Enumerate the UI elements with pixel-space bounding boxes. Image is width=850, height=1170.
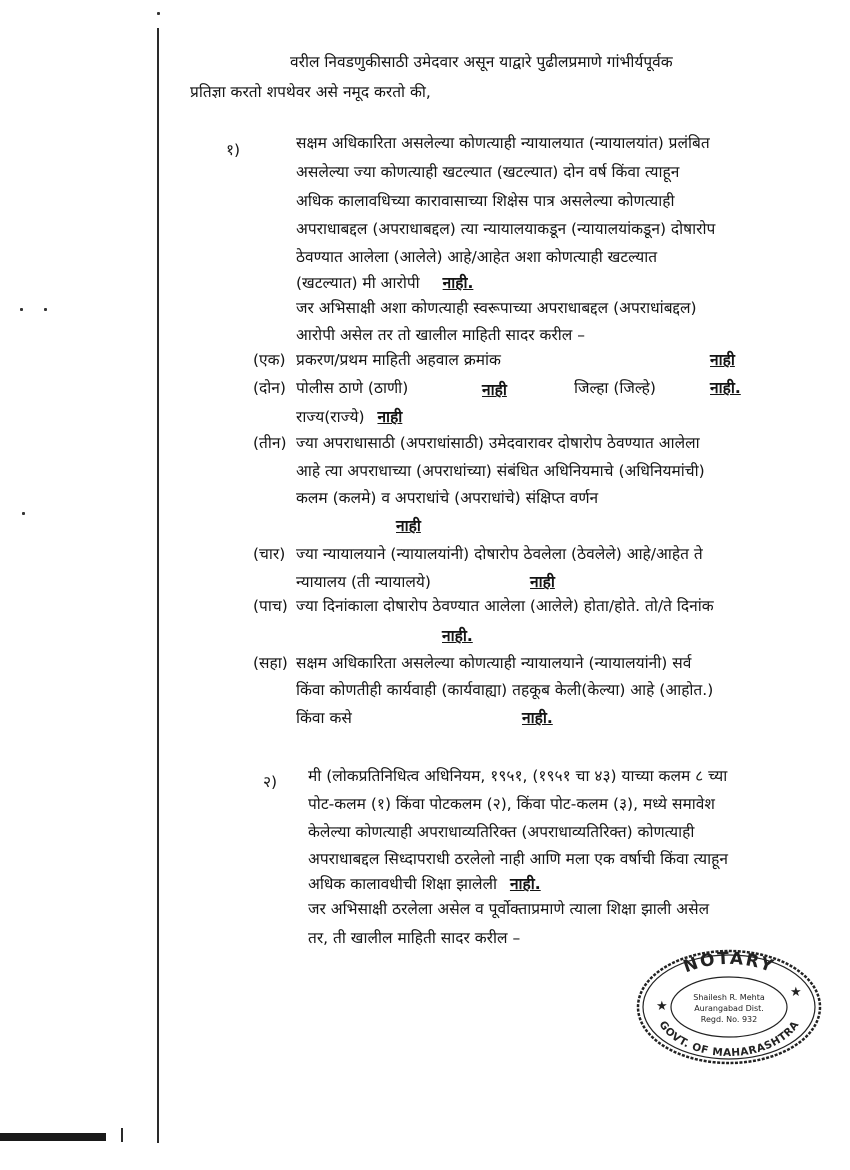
item-saha-line-3: किंवा कसे — [296, 709, 352, 727]
section-1-number: १) — [226, 141, 241, 159]
item-ek-text: प्रकरण/प्रथम माहिती अहवाल क्रमांक — [296, 351, 501, 369]
section-2-followup-2: तर, ती खालील माहिती सादर करील – — [308, 929, 521, 947]
stamp-star-icon: ★ — [790, 985, 802, 1000]
intro-line-2: प्रतिज्ञा करतो शपथेवर असे नमूद करतो की, — [190, 83, 431, 101]
item-char-line-1: ज्या न्यायालयाने (न्यायालयांनी) दोषारोप ठेवलेला (ठेवलेले) आहे/आहेत ते — [296, 545, 703, 563]
item-saha-line-1: सक्षम अधिकारिता असलेल्या कोणत्याही न्यायालयाने (न्यायालयांनी) सर्व — [296, 654, 692, 672]
item-teen-answer: नाही — [396, 517, 421, 535]
section-2-line: अपराधाबद्दल सिध्दापराधी ठरलेलो नाही आणि मला एक वर्षाची किंवा त्याहून — [308, 850, 728, 868]
section-1-last-line — [296, 273, 473, 293]
item-don-text: पोलीस ठाणे (ठाणी) — [296, 379, 409, 397]
scan-speck — [157, 12, 160, 15]
stamp-name: Shailesh R. Mehta — [693, 993, 765, 1002]
item-ek-answer: नाही — [710, 351, 735, 369]
section-1-answer: नाही. — [442, 274, 474, 292]
section-2-last-line — [308, 874, 541, 894]
stamp-place: Aurangabad Dist. — [694, 1004, 764, 1013]
section-2-line: केलेल्या कोणत्याही अपराधाव्यतिरिक्त (अपराधाव्यतिरिक्त) कोणत्याही — [308, 823, 695, 841]
section-1-line: ठेवण्यात आलेला (आलेले) आहे/आहेत अशा कोणत्याही खटल्यात — [296, 248, 658, 266]
section-2-answer: नाही. — [509, 875, 541, 893]
item-saha-answer: नाही. — [522, 709, 553, 727]
notary-stamp-seal — [634, 948, 824, 1066]
stamp-regd: Regd. No. 932 — [700, 1015, 758, 1024]
stamp-star-icon: ★ — [656, 999, 668, 1014]
item-don-answer-3: नाही — [377, 408, 403, 426]
item-pach-answer: नाही. — [442, 627, 473, 645]
item-don-state-line — [296, 407, 402, 427]
item-teen-line: ज्या अपराधासाठी (अपराधांसाठी) उमेदवारावर दोषारोप ठेवण्यात आलेला — [296, 434, 700, 452]
section-1-followup-2: आरोपी असेल तर तो खालील माहिती सादर करील – — [296, 326, 585, 344]
section-2-line: पोट-कलम (१) किंवा पोटकलम (२), किंवा पोट-कलम (३), मध्ये समावेश — [308, 795, 715, 813]
binding-line — [157, 28, 159, 1143]
section-1-line: अपराधाबद्दल (अपराधाबद्दल) त्या न्यायालयाकडून (न्यायालयांकडून) दोषारोप — [296, 220, 716, 238]
scan-speck — [44, 308, 47, 311]
item-teen-line: आहे त्या अपराधाच्या (अपराधांच्या) संबंधित अधिनियमाचे (अधिनियमांची) — [296, 462, 705, 480]
item-char-line-2: न्यायालय (ती न्यायालये) — [296, 573, 431, 591]
section-1-line: असलेल्या ज्या कोणत्याही खटल्यात (खटल्यात) दोन वर्ष किंवा त्याहून — [296, 163, 680, 181]
item-ek-label: (एक) — [253, 351, 286, 369]
item-pach-label: (पाच) — [253, 597, 288, 615]
section-2-number: २) — [263, 773, 278, 791]
svg-text:NOTARY — [681, 949, 778, 978]
item-teen-line: कलम (कलमे) व अपराधांचे (अपराधांचे) संक्षिप्त वर्णन — [296, 489, 599, 507]
stamp-bottom-text: GOVT. OF MAHARASHTRA — [656, 1018, 802, 1060]
stamp-top-text: NOTARY — [680, 948, 778, 978]
item-saha-line-2: किंवा कोणतीही कार्यवाही (कार्यवाह्या) तहकूब केली(केल्या) आहे (आहोत.) — [296, 681, 714, 699]
item-don-district: जिल्हा (जिल्हे) — [574, 379, 656, 397]
item-don-answer-1: नाही — [482, 381, 507, 399]
item-saha-label: (सहा) — [253, 654, 288, 672]
intro-line-1: वरील निवडणुकीसाठी उमेदवार असून याद्वारे पुढीलप्रमाणे गांभीर्यपूर्वक — [290, 53, 673, 71]
item-pach-line-1: ज्या दिनांकाला दोषारोप ठेवण्यात आलेला (आलेले) होता/होते. तो/ते दिनांक — [296, 597, 714, 615]
item-don-answer-2: नाही. — [710, 379, 741, 397]
section-1-followup-1: जर अभिसाक्षी अशा कोणत्याही स्वरूपाच्या अपराधाबद्दल (अपराधांबद्दल) — [296, 299, 697, 317]
notary-stamp — [634, 948, 824, 1066]
section-1-line: अधिक कालावधिच्या कारावासाच्या शिक्षेस पात्र असलेल्या कोणत्याही — [296, 192, 675, 210]
scan-speck — [22, 512, 25, 515]
section-1-last-text: (खटल्यात) मी आरोपी — [296, 274, 420, 292]
item-char-answer: नाही — [530, 573, 555, 591]
section-2-line: मी (लोकप्रतिनिधित्व अधिनियम, १९५१, (१९५१ चा ४३) याच्या कलम ८ च्या — [308, 767, 728, 785]
section-1-line: सक्षम अधिकारिता असलेल्या कोणत्याही न्यायालयात (न्यायालयांत) प्रलंबित — [296, 134, 710, 152]
item-char-label: (चार) — [253, 545, 286, 563]
item-don-label: (दोन) — [253, 379, 286, 397]
scan-edge-mark — [0, 1133, 106, 1141]
item-don-state: राज्य(राज्ये) — [296, 408, 365, 426]
binding-line-lower — [121, 1128, 123, 1142]
scan-speck — [20, 308, 23, 311]
item-teen-label: (तीन) — [253, 434, 287, 452]
section-2-followup-1: जर अभिसाक्षी ठरलेला असेल व पूर्वोक्ताप्रमाणे त्याला शिक्षा झाली असेल — [308, 900, 710, 918]
section-2-last-text: अधिक कालावधीची शिक्षा झालेली — [308, 875, 497, 893]
